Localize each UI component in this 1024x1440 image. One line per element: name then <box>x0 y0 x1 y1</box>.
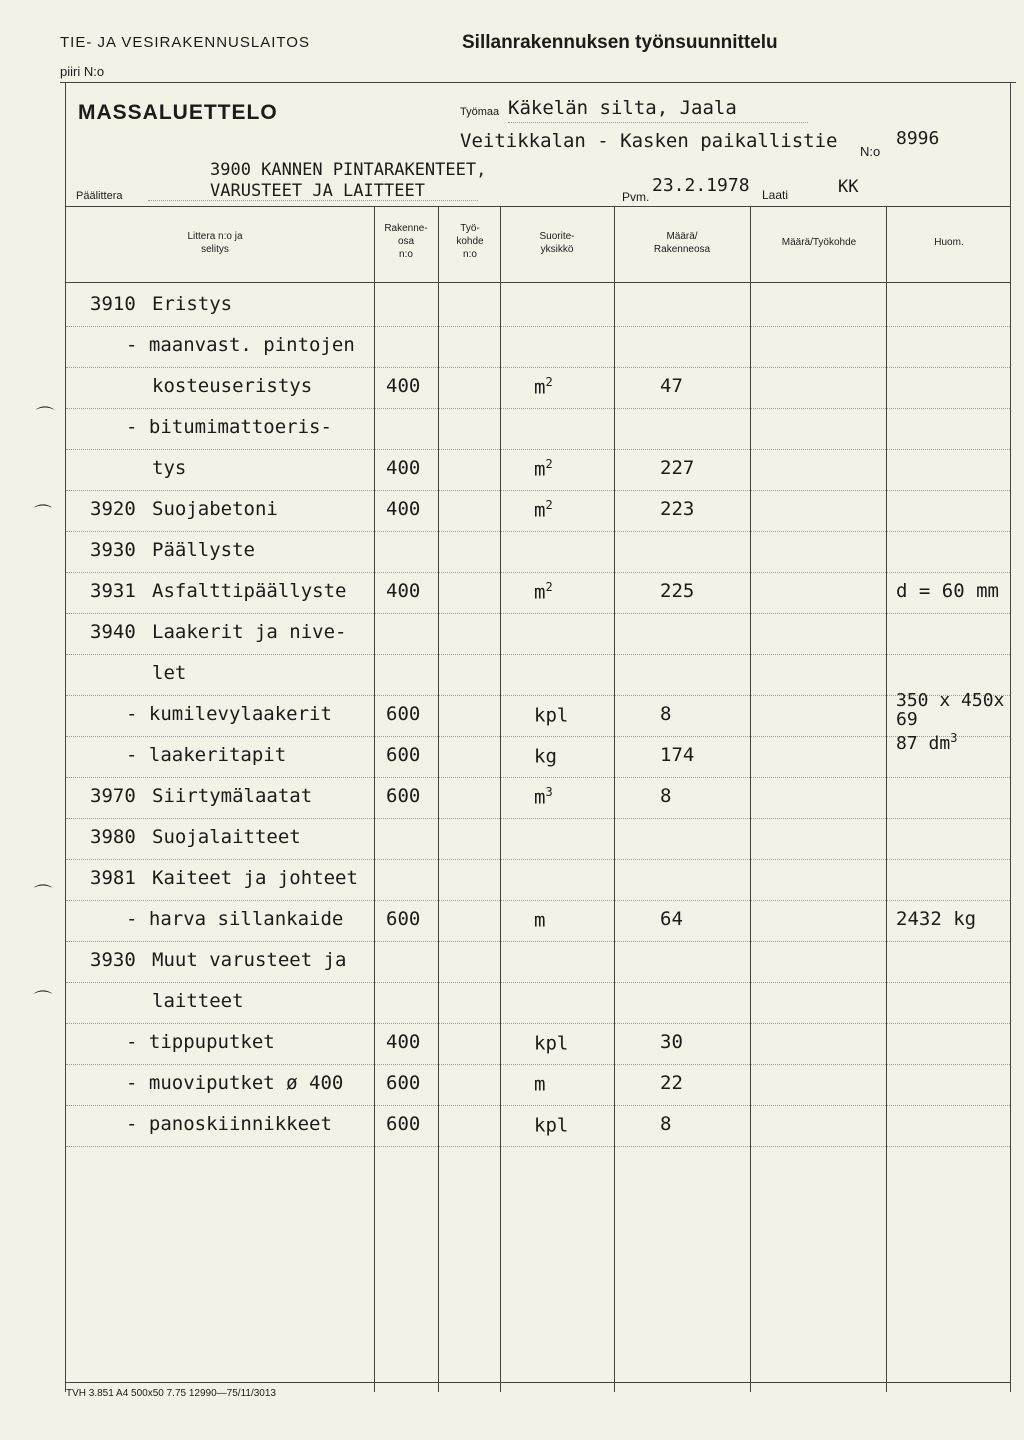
row-unit: m <box>534 909 546 932</box>
table-row <box>0 334 1024 364</box>
row-description: Suojalaitteet <box>152 826 301 848</box>
table-row <box>0 867 1024 897</box>
table-row <box>0 703 1024 733</box>
author-value: KK <box>838 177 859 197</box>
no-label: N:o <box>860 144 881 159</box>
date-value: 23.2.1978 <box>652 175 750 196</box>
row-code: 3981 <box>90 867 136 889</box>
row-quantity: 8 <box>660 703 672 725</box>
row-quantity: 8 <box>660 785 672 807</box>
table-row <box>0 744 1024 774</box>
row-unit: $m^2$ <box>534 498 553 522</box>
row-structure-part: 600 <box>386 1113 421 1135</box>
row-unit: m <box>534 1073 546 1096</box>
row-code: 3930 <box>90 949 136 971</box>
row-structure-part: 600 <box>386 1072 421 1094</box>
table-row <box>0 826 1024 856</box>
row-structure-part: 400 <box>386 457 421 479</box>
row-structure-part: 400 <box>386 375 421 397</box>
col-tyokohde: Työ- kohde n:o <box>456 223 484 260</box>
table-row <box>0 621 1024 651</box>
table-row <box>0 908 1024 938</box>
row-description: kosteuseristys <box>152 375 313 397</box>
list-title: MASSALUETTELO <box>78 101 278 124</box>
row-description: Siirtymälaatat <box>152 785 313 807</box>
row-description: tys <box>152 457 187 479</box>
row-structure-part: 400 <box>386 1031 421 1053</box>
row-quantity: 174 <box>660 744 695 766</box>
table-row <box>0 1113 1024 1143</box>
site-line2: Veitikkalan - Kasken paikallistie <box>460 130 838 152</box>
row-description: - tippuputket <box>126 1031 275 1053</box>
row-description: let <box>152 662 187 684</box>
row-description: - muoviputket ø 400 <box>126 1072 344 1094</box>
row-code: 3930 <box>90 539 136 561</box>
row-code: 3940 <box>90 621 136 643</box>
table-row <box>0 990 1024 1020</box>
row-structure-part: 600 <box>386 785 421 807</box>
margin-mark-icon: ⌒ <box>36 406 54 426</box>
row-quantity: 8 <box>660 1113 672 1135</box>
row-quantity: 47 <box>660 375 683 397</box>
bearing-note: 350 x 450x 69 87 $dm^3$ <box>896 690 1005 754</box>
table-row <box>0 1031 1024 1061</box>
table-row <box>0 539 1024 569</box>
main-item-line2: VARUSTEET JA LAITTEET <box>210 181 425 201</box>
table-row <box>0 375 1024 405</box>
table-row <box>0 785 1024 815</box>
date-label: Pvm. <box>622 190 650 204</box>
col-littera: Littera n:o ja selitys <box>187 231 243 255</box>
margin-mark-icon: ⌒ <box>34 884 52 904</box>
table-row <box>0 662 1024 692</box>
row-structure-part: 400 <box>386 498 421 520</box>
row-code: 3931 <box>90 580 136 602</box>
table-row <box>0 498 1024 528</box>
col-rakenneosa: Rakenne- osa n:o <box>384 223 428 260</box>
row-code: 3980 <box>90 826 136 848</box>
table-row <box>0 1072 1024 1102</box>
org-name: TIE- JA VESIRAKENNUSLAITOS <box>60 34 310 51</box>
footer-code: TVH 3.851 A4 500x50 7.75 12990—75/11/3013 <box>66 1388 276 1399</box>
row-unit: kg <box>534 745 557 768</box>
row-unit: kpl <box>534 1114 569 1137</box>
row-description: Muut varusteet ja <box>152 949 347 971</box>
district-label: piiri N:o <box>60 64 105 79</box>
row-structure-part: 600 <box>386 908 421 930</box>
row-code: 3910 <box>90 293 136 315</box>
row-unit: kpl <box>534 704 569 727</box>
row-code: 3920 <box>90 498 136 520</box>
margin-mark-icon: ⌒ <box>34 504 52 524</box>
no-value: 8996 <box>896 128 940 149</box>
main-item-label: Päälittera <box>76 190 123 202</box>
row-description: - bitumimattoeris- <box>126 416 332 438</box>
row-quantity: 30 <box>660 1031 683 1053</box>
row-description: - maanvast. pintojen <box>126 334 355 356</box>
row-code: 3970 <box>90 785 136 807</box>
row-structure-part: 600 <box>386 703 421 725</box>
site-label: Työmaa <box>460 106 500 118</box>
row-unit: $m^2$ <box>534 580 553 604</box>
row-description: laitteet <box>152 990 244 1012</box>
row-description: Laakerit ja nive- <box>152 621 347 643</box>
row-structure-part: 400 <box>386 580 421 602</box>
row-description: Suojabetoni <box>152 498 278 520</box>
row-description: - harva sillankaide <box>126 908 344 930</box>
form-title: Sillanrakennuksen työnsuunnittelu <box>462 32 778 53</box>
row-unit: $m^3$ <box>534 785 553 809</box>
table-row <box>0 457 1024 487</box>
row-description: Kaiteet ja johteet <box>152 867 358 889</box>
table-row <box>0 416 1024 446</box>
main-item-line1: 3900 KANNEN PINTARAKENTEET, <box>210 160 487 180</box>
row-description: - kumilevylaakerit <box>126 703 332 725</box>
table-row <box>0 949 1024 979</box>
row-note: 2432 kg <box>896 908 977 930</box>
row-unit: $m^2$ <box>534 457 553 481</box>
row-note: d = 60 mm <box>896 580 999 602</box>
col-suoriteyksikko: Suorite- yksikkö <box>539 231 575 255</box>
row-description: - panoskiinnikkeet <box>126 1113 332 1135</box>
margin-mark-icon: ⌒ <box>34 990 52 1010</box>
row-description: Päällyste <box>152 539 255 561</box>
row-quantity: 223 <box>660 498 695 520</box>
row-description: Asfalttipäällyste <box>152 580 347 602</box>
author-label: Laati <box>762 188 789 202</box>
row-quantity: 227 <box>660 457 695 479</box>
row-quantity: 22 <box>660 1072 683 1094</box>
row-unit: $m^2$ <box>534 375 553 399</box>
row-description: - laakeritapit <box>126 744 287 766</box>
row-quantity: 64 <box>660 908 683 930</box>
row-unit: kpl <box>534 1032 569 1055</box>
table-row <box>0 580 1024 610</box>
col-huom: Huom. <box>934 237 964 248</box>
row-structure-part: 600 <box>386 744 421 766</box>
col-maara-rakenneosa: Määrä/ Rakenneosa <box>653 231 711 255</box>
row-quantity: 225 <box>660 580 695 602</box>
row-description: Eristys <box>152 293 233 315</box>
site-line1: Käkelän silta, Jaala <box>508 97 737 119</box>
table-row <box>0 293 1024 323</box>
col-maara-tyokohde: Määrä/Työkohde <box>781 237 857 248</box>
